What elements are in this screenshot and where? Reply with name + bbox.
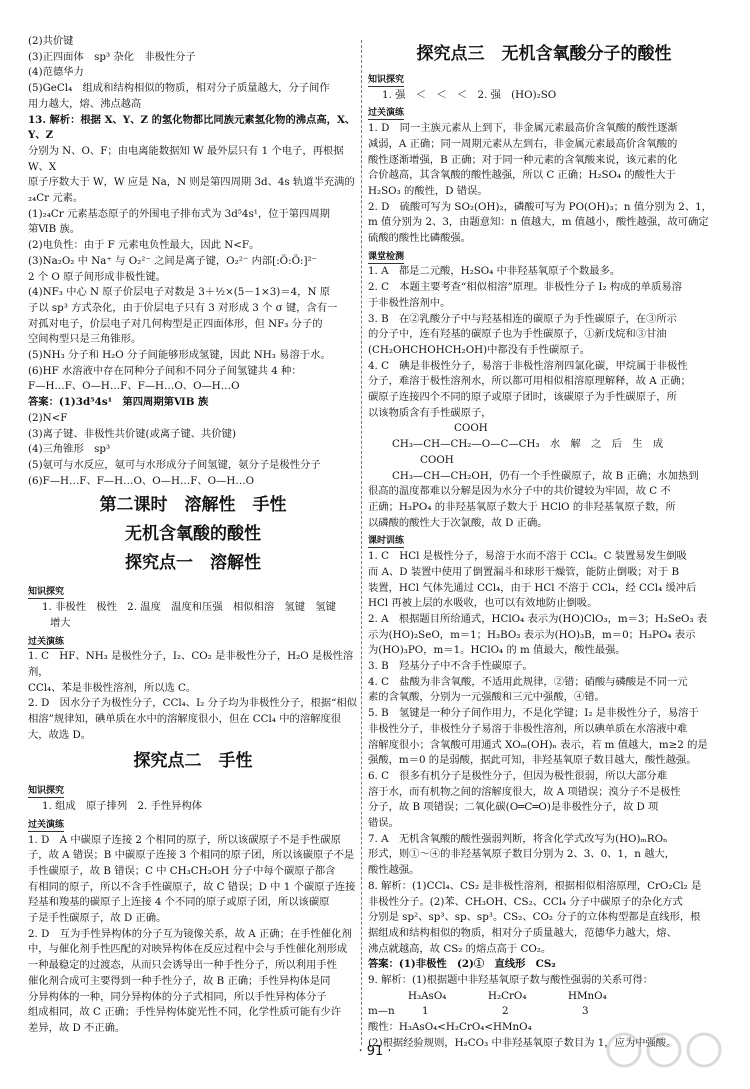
text-line: 减弱，A 正确；同一周期元素从左到右，非金属元素最高价含氧酸的 [368, 137, 678, 150]
text-line: 硫酸的酸性比磷酸强。 [368, 232, 471, 245]
text-line: 分异构体的一种，同分异构体的分子式相同，所以手性异构体分子 [28, 990, 327, 1003]
text-line: 有相同的原子，所以不含手性碳原子，故 C 错误；D 中 1 个碳原子连接 [28, 880, 356, 893]
text-line: 3. B 在②乳酸分子中与羟基相连的碳原子为手性碳原子，在③所示 [368, 312, 677, 325]
table-cell: m—n [368, 1005, 395, 1018]
drill-answers [28, 833, 358, 1037]
text-line: (3)正四面体 sp³ 杂化 非极性分子 [28, 50, 196, 63]
text-line: m 值分别为 2、3，由题意知：n 值越大，m 值越小，酸性越强，故可确定 [368, 216, 709, 229]
lesson-subtitle: 无机含氧酸的酸性 [125, 524, 261, 545]
structure-formula-line: CH₃—CH—CH₂—O—C—CH₃ 水 解 之 后 生 成 [392, 438, 664, 451]
text-line: 分别为 N、O、F；由电离能数据知 W 最外层只有 1 个电子，再根据 W、X [28, 144, 344, 173]
table-cell: 3 [582, 1005, 589, 1018]
text-line: 5. B 氢键是一种分子间作用力，不是化学键；I₂ 是非极性分子，易溶于 [368, 707, 699, 720]
section-label: 过关演练 [28, 819, 65, 830]
text-line: 6. C 很多有机分子是极性分子，但因为极性很弱，所以大部分难 [368, 769, 667, 782]
answer-line: 答案：(1)非极性 (2)① 直线形 CS₂ [368, 958, 556, 971]
text-line: 2. D 因水分子为极性分子，CCl₄、I₂ 分子均为非极性分子，根据“相似 [28, 697, 357, 710]
table-cell: H₃AsO₄ [408, 989, 447, 1002]
text-line: 据组成和结构相似的物质，相对分子质量越大，范德华力越大，熔、 [368, 926, 677, 939]
text-line: 强酸，m＝0 的是弱酸，据此可知，非羟基氧原子数目越大，酸性越强。 [368, 754, 697, 767]
text-line: 分子，故 B 项错误；二氧化碳(O═C═O)是非极性分子，故 D 项 [368, 801, 659, 814]
text-line: (3)离子键、非极性共价键(或离子键、共价键) [28, 427, 236, 440]
text-line: 2. D 硫酸可写为 SO₂(OH)₂，磷酸可写为 PO(OH)₃；n 值分别为 2、1， [368, 200, 712, 213]
table-cell: 2 [502, 1005, 509, 1018]
homework-answers [368, 549, 720, 957]
text-line: 的分子中，连有羟基的碳原子也为手性碳原子，①新戊烷和③甘油 [368, 328, 667, 341]
text-line: 差异，故 D 不正确。 [28, 1021, 126, 1034]
text-line: (2)电负性：由于 F 元素电负性最大，因此 N<F。 [28, 239, 260, 252]
text-line: 形式，则①～④的非羟基氧原子数目分别为 2、3、0、1，n 越大， [368, 848, 676, 861]
section-title-solubility: 探究点一 溶解性 [125, 553, 261, 574]
text-line: (5)氨可与水反应，氨可与水形成分子间氢键，氨分子是极性分子 [28, 458, 321, 471]
text-line: 空间构型只是三角锥形。 [28, 333, 142, 346]
text-line: 用力越大，熔、沸点越高 [28, 97, 142, 110]
text-line: 子，故 A 错误；B 中碳原子连接 3 个相同的原子团，所以该碳原子不是 [28, 849, 355, 862]
classroom-check-answers [368, 484, 720, 531]
text-line: 以磷酸的酸性大于次氯酸，故 D 正确。 [368, 516, 548, 529]
knowledge-answers: 1. 组成 原子排列 2. 手性异构体 [42, 800, 203, 813]
text-line: 子以 sp³ 方式杂化，由于价层电子只有 3 对形成 3 个 σ 键，含有一 [28, 301, 338, 314]
text-line: 非极性分子。(2)苯、CH₃OH、CS₂、CCl₄ 分子中碳原子的杂化方式 [368, 895, 683, 908]
text-line: 催化剂合成可主要得到一种手性分子，故 B 正确；手性异构体是同 [28, 974, 331, 987]
knowledge-answers: 1. 强 ＜ ＜ ＜ 2. 强 (HO)₂SO [382, 88, 557, 101]
text-line: (6)F—H…F、F—H…O、O—H…F、O—H…O [28, 474, 255, 487]
text-line: 原子序数大于 W，W 应是 Na，N 则是第四周期 3d、4s 轨道半充满的 [28, 176, 355, 189]
text-line: 示为(HO)₂SeO，m＝1；H₃BO₃ 表示为(HO)₃B，m＝0；H₃PO₄ 表示 [368, 628, 696, 641]
acidity-table [368, 989, 720, 1020]
text-line: (2)共价键 [28, 35, 74, 47]
text-line: F—H…F、O—H…F、F—H…O、O—H…O [28, 380, 240, 393]
text-line: (4)范德华力 [28, 66, 84, 79]
text-line: 正确；H₃PO₄ 的非羟基氧原子数大于 HClO 的非羟基氧原子数，所 [368, 500, 676, 513]
text-line: 碳原子连接四个不同的原子或原子团时，该碳原子为手性碳原子，所 [368, 391, 677, 404]
text-line: (5)NH₃ 分子和 H₂O 分子间能够形成氢键，因此 NH₃ 易溶于水。 [28, 349, 331, 362]
text-line: 羟基和羧基的碳原子上连接 4 个不同的原子或原子团，所以该碳原 [28, 896, 330, 909]
text-line: (4)NF₃ 中心 N 原子价层电子对数是 3＋½×(5－1×3)＝4，N 原 [28, 286, 331, 299]
text-line: 1. D 同一主族元素从上到下，非金属元素最高价含氧酸的酸性逐渐 [368, 122, 678, 135]
text-line: 为(HO)₃PO，m＝1。HClO₄ 的 m 值最大，酸性最强。 [368, 644, 626, 657]
text-line: (CH₂OHCHOHCH₂OH)中都没有手性碳原子。 [368, 343, 591, 356]
text-line: 非极性分子，非极性分子易溶于非极性溶剂，所以碘单质在水溶液中难 [368, 722, 688, 735]
table-cell: H₂CrO₄ [488, 989, 527, 1002]
section-label: 过关演练 [28, 636, 65, 647]
text-line: 第ⅥB 族。 [28, 223, 81, 236]
text-line: 分子，难溶于极性溶剂水，所以都可用相似相溶原理解释，故 A 正确； [368, 375, 691, 388]
text-line: (5)GeCl₄ 组成和结构相似的物质，相对分子质量越大，分子间作 [28, 82, 330, 95]
text-line: (3)Na₂O₂ 中 Na⁺ 与 O₂²⁻ 之间是离子键，O₂²⁻ 内部[:Ö:Ö:]²⁻ [28, 254, 318, 267]
text-line: HCl 再被上层的水吸收，也可以有效地防止倒吸。 [368, 597, 598, 610]
text-line: 于非极性溶剂中。 [368, 296, 451, 309]
text-line: CCl₄、苯是非极性溶剂，所以选 C。 [28, 681, 197, 694]
text-line: 大，故选 D。 [28, 728, 92, 741]
drill-answers [368, 121, 720, 247]
structure-formula-line: CH₃—CH—CH₂OH，仍有一个手性碳原子，故 B 正确；水加热到 [392, 469, 699, 482]
text-line: 而 A、D 装置中使用了倒置漏斗和球形干燥管，能防止倒吸；对于 B [368, 565, 680, 578]
text-line: 2 个 O 原子间形成非极性键。 [28, 270, 167, 283]
text-line: 13. 解析：根据 X、Y、Z 的氢化物都比同族元素氢化物的沸点高，X、Y、Z [28, 113, 356, 142]
question-line: 9. 解析：(1)根据题中非羟基氧原子数与酸性强弱的关系可得： [368, 974, 654, 987]
text-line: 溶解度很小；含氧酸可用通式 XOₘ(OH)ₙ 表示，若 m 值越大，m≥2 的是 [368, 738, 708, 751]
answer-line: (2)根据经验规则，H₂CO₃ 中非羟基氧原子数目为 1，应为中强酸。 [368, 1036, 677, 1049]
section-label: 知识探究 [28, 587, 65, 598]
text-line: 2. D 互为手性异构体的分子互为镜像关系，故 A 正确；在手性催化剂 [28, 927, 352, 940]
table-cell: HMnO₄ [568, 989, 607, 1002]
text-line: 2. C 本题主要考查“相似相溶”原理。非极性分子 I₂ 构成的单质易溶 [368, 281, 682, 294]
text-line: ₂₄Cr 元素。 [28, 192, 84, 205]
text-line: 3. B 羟基分子中不含手性碳原子。 [368, 660, 533, 673]
text-line: 酸性逐渐增强，B 正确；对于同一种元素的含氧酸来说，该元素的化 [368, 153, 678, 166]
text-line: 1. 非极性 极性 2. 温度 温度和压强 相似相溶 氢键 氢键 [42, 601, 336, 614]
text-line: 子是手性碳原子，故 D 正确。 [28, 912, 167, 925]
left-column [28, 34, 358, 1037]
text-line: 7. A 无机含氧酸的酸性强弱判断，将含化学式改写为(HO)ₘROₙ [368, 832, 668, 845]
text-line: 1. D A 中碳原子连接 2 个相同的原子，所以该碳原子不是手性碳原 [28, 833, 341, 846]
section-label: 课时训练 [368, 536, 405, 547]
text-line: 4. C 碘是非极性分子，易溶于非极性溶剂四氯化碳，甲烷属于非极性 [368, 359, 688, 372]
text-line: 对孤对电子，价层电子对几何构型是正四面体形，但 NF₃ 分子的 [28, 317, 323, 330]
table-cell: 1 [422, 1005, 429, 1018]
answer-text-block [28, 34, 358, 489]
right-column [368, 34, 720, 1052]
text-line: 组成相同，故 C 正确；手性异构体旋光性不同，化学性质可能有少许 [28, 1006, 342, 1019]
text-line: 沸点就越高，故 CS₂ 的熔点高于 CO₂。 [368, 942, 552, 955]
structure-formula-line: COOH [420, 453, 454, 466]
classroom-check-answers [368, 264, 720, 421]
text-line: (4)三角锥形 sp³ [28, 443, 111, 456]
structure-formula-line: COOH [454, 422, 488, 435]
text-line: 增大 [50, 616, 71, 629]
text-line: 相溶”规律知，碘单质在水中的溶解度很小，但在 CCl₄ 中的溶解度很 [28, 713, 342, 726]
text-line: 以该物质含有手性碳原子， [368, 406, 492, 419]
section-label: 课堂检测 [368, 251, 405, 262]
text-line: 1. A 都是二元酸，H₂SO₄ 中非羟基氧原子个数最多。 [368, 265, 621, 278]
text-line: 装置，HCl 气体先通过 CCl₄，由于 HCl 不溶于 CCl₄，经 CCl₄ 缓冲后 [368, 581, 697, 594]
text-line: (2)N<F [28, 411, 68, 424]
text-line: 酸性越强。 [368, 864, 420, 877]
text-line: 中，与催化剂手性匹配的对映异构体在反应过程中会与手性催化剂形成 [28, 943, 348, 956]
section-title-chirality: 探究点二 手性 [133, 751, 253, 772]
text-line: 4. C 盐酸为非含氧酸，不适用此规律，②错；硝酸与磷酸是不同一元 [368, 675, 688, 688]
text-line: 合价越高，其含氧酸的酸性越强，所以 C 正确；H₂SO₄ 的酸性大于 [368, 169, 676, 182]
lesson-title: 第二课时 溶解性 手性 [99, 495, 287, 516]
text-line: 1. C HCl 是极性分子，易溶于水而不溶于 CCl₄。C 装置易发生倒吸 [368, 550, 687, 563]
drill-answers [28, 649, 358, 743]
text-line: (1)₂₄Cr 元素基态原子的外围电子排布式为 3d⁵4s¹，位于第四周期 [28, 207, 330, 220]
text-line: 很高的温度都难以分解是因为水分子中的共价键较为牢固，故 C 不 [368, 485, 671, 498]
section-label: 知识探究 [368, 75, 405, 85]
column-divider [361, 40, 362, 1045]
knowledge-answers [28, 600, 358, 631]
text-line: 错误。 [368, 817, 399, 830]
text-line: 素的含氧酸，分别为一元强酸和三元中强酸，④错。 [368, 691, 605, 704]
text-line: 分别是 sp²、sp³、sp、sp³。CS₂、CO₂ 分子的立体构型都是直线形，根 [368, 911, 701, 924]
text-line: 答案：(1)3d⁵4s¹ 第四周期第ⅥB 族 [28, 396, 209, 409]
text-line: 一种最稳定的过渡态，从而只会诱导出一种手性分子，所以利用手性 [28, 959, 337, 972]
text-line: 8. 解析：(1)CCl₄、CS₂ 是非极性溶剂，根据相似相溶原理，CrO₂Cl₂ 是 [368, 879, 702, 892]
text-line: 1. C HF、NH₃ 是极性分子，I₂、CO₂ 是非极性分子，H₂O 是极性溶剂， [28, 650, 354, 678]
text-line: 溶于水，而有机物之间的溶解度很大，故 A 项错误；溴分子不是极性 [368, 785, 681, 798]
section-label: 过关演练 [368, 108, 405, 119]
text-line: H₂SO₃ 的酸性，D 错误。 [368, 184, 488, 197]
section-title-oxyacid: 探究点三 无机含氧酸分子的酸性 [416, 44, 672, 64]
page-number: · 91 · [358, 1044, 392, 1059]
text-line: 2. A 根据题目所给通式，HClO₄ 表示为(HO)ClO₃，m＝3；H₂SeO₃ 表 [368, 612, 708, 625]
section-label: 知识探究 [28, 786, 65, 797]
answer-line: 酸性：H₃AsO₄<H₂CrO₄<HMnO₄ [368, 1021, 532, 1034]
text-line: (6)HF 水溶液中存在同种分子间和不同分子间氢键共 4 种： [28, 364, 302, 377]
text-line: 手性碳原子，故 B 错误；C 中 CH₃CH₂OH 分子中每个碳原子都含 [28, 864, 336, 877]
watermark-logo [604, 1030, 724, 1076]
